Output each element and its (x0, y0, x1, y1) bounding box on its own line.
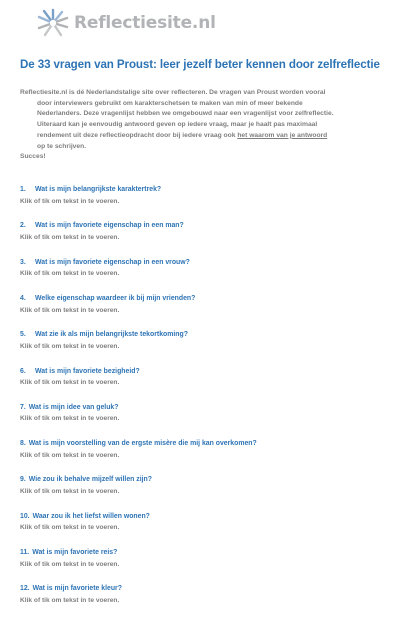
intro-line: op te schrijven. (37, 142, 87, 150)
question-text: Wat is mijn favoriete reis? (32, 549, 118, 556)
question-4 (20, 295, 400, 302)
question-number: 4. (20, 294, 26, 302)
intro-line: door interviewers gebruikt om karakterschetsen te maken van min of meer bekende (37, 99, 303, 107)
question-7 (20, 404, 400, 411)
answer-field-3[interactable]: Klik of tik om tekst in te voeren. (20, 270, 120, 278)
question-number: 1. (20, 186, 26, 193)
intro-text: rendement uit deze reflectieopdracht door bij iedere vraag ook (37, 131, 238, 139)
question-text: Wat is mijn belangrijkste karaktertrek? (35, 186, 162, 193)
question-number: 9. (20, 476, 26, 484)
intro-line: Uiteraard kan je eenvoudig antwoord geven op iedere vraag, maar je haalt pas maximaal (37, 121, 318, 129)
question-text: Wat zie ik als mijn belangrijkste tekortkoming? (35, 331, 188, 339)
answer-field-9[interactable]: Klik of tik om tekst in te voeren. (20, 488, 120, 495)
answer-field-11[interactable]: Klik of tik om tekst in te voeren. (20, 560, 120, 568)
question-text: Wat is mijn idee van geluk? (28, 403, 119, 411)
intro-line: Reflectiesite.nl is dé Nederlandstalige site over reflecteren. De vragen van Proust worden vooral (20, 89, 326, 96)
answer-field-8[interactable]: Klik of tik om tekst in te voeren. (20, 451, 120, 459)
question-11 (20, 549, 400, 556)
starburst-logo-icon (36, 8, 70, 38)
question-number: 10. (20, 512, 30, 520)
intro-line: Nederlanders. Deze vragenlijst hebben we omgebouwd naar een vragenlijst voor zelfreflectie. (37, 110, 334, 118)
question-9 (20, 476, 400, 483)
question-text: Wat is mijn favoriete bezigheid? (35, 367, 140, 375)
question-10 (20, 513, 400, 520)
question-number: 11. (20, 549, 30, 556)
question-12 (20, 585, 400, 592)
question-text: Waar zou ik het liefst willen wonen? (32, 512, 150, 520)
answer-field-1[interactable]: Klik of tik om tekst in te voeren. (20, 197, 120, 205)
question-number: 12. (20, 585, 30, 593)
question-5 (20, 331, 400, 338)
question-text: Wat is mijn favoriete eigenschap in een man? (35, 222, 184, 230)
question-number: 2. (20, 222, 26, 230)
question-text: Wat is mijn voorstelling van de ergste misère die mij kan overkomen? (28, 440, 257, 448)
question-number: 3. (20, 258, 26, 266)
answer-field-7[interactable]: Klik of tik om tekst in te voeren. (20, 415, 120, 423)
logo-text: Reflectiesite.nl (74, 13, 216, 33)
question-2 (20, 222, 400, 229)
question-text: Wie zou ik behalve mijzelf willen zijn? (28, 476, 152, 484)
answer-field-4[interactable]: Klik of tik om tekst in te voeren. (20, 306, 120, 314)
question-6 (20, 368, 400, 375)
question-text: Wat is mijn favoriete kleur? (32, 585, 122, 593)
question-text: Wat is mijn favoriete eigenschap in een vrouw? (35, 258, 190, 266)
document-title: De 33 vragen van Proust: leer jezelf beter kennen door zelfreflectie (20, 58, 380, 71)
question-number: 8. (20, 440, 26, 448)
intro-closing: Succes! (20, 153, 46, 161)
answer-field-2[interactable]: Klik of tik om tekst in te voeren. (20, 233, 120, 241)
answer-field-6[interactable]: Klik of tik om tekst in te voeren. (20, 379, 120, 387)
question-text: Welke eigenschap waardeer ik bij mijn vrienden? (35, 294, 196, 302)
question-3 (20, 259, 400, 266)
answer-field-10[interactable]: Klik of tik om tekst in te voeren. (20, 524, 120, 532)
question-1 (20, 186, 400, 193)
question-number: 5. (20, 331, 26, 339)
question-number: 7. (20, 403, 26, 411)
answer-field-12[interactable]: Klik of tik om tekst in te voeren. (20, 596, 120, 604)
question-8 (20, 440, 400, 447)
site-logo (36, 8, 216, 38)
intro-link[interactable]: het waarom van je antwoord (237, 131, 328, 139)
answer-field-5[interactable]: Klik of tik om tekst in te voeren. (20, 342, 120, 350)
intro-paragraph (20, 88, 400, 163)
question-number: 6. (20, 367, 26, 375)
intro-line (20, 131, 400, 142)
